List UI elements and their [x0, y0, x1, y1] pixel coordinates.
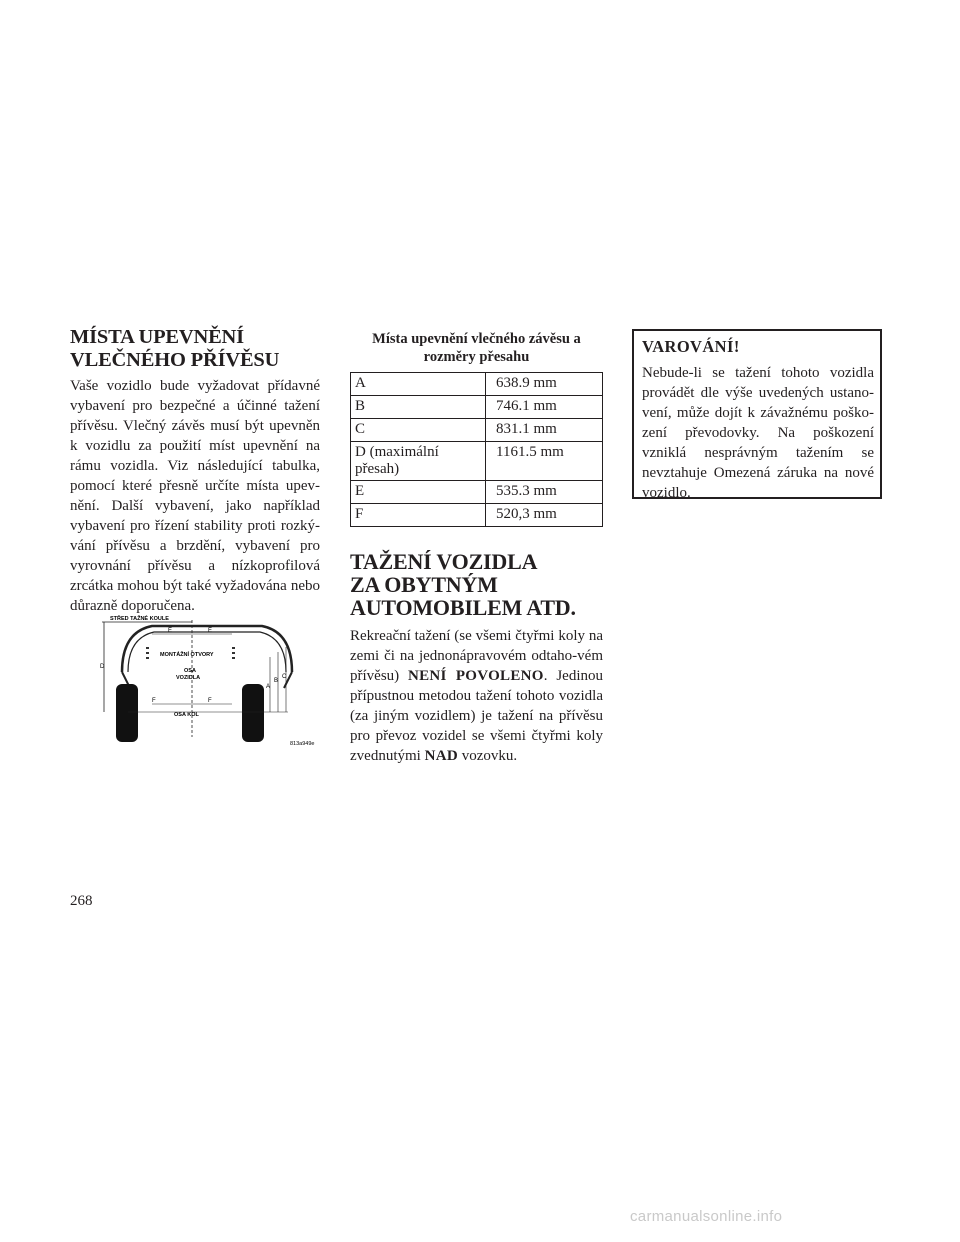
letter-d: D	[100, 664, 105, 670]
table-cell-key: F	[351, 504, 486, 527]
table-cell-key: B	[351, 396, 486, 419]
label-mounting-holes: MONTÁŽNÍ OTVORY	[160, 652, 214, 658]
table-cell-key: C	[351, 419, 486, 442]
watermark: carmanualsonline.info	[630, 1208, 783, 1225]
label-wheel-axis: OSA KOL	[174, 712, 199, 718]
section-heading-trailer-mounting	[70, 326, 330, 372]
table-cell-value: 520,3 mm	[486, 504, 603, 527]
label-vehicle-axis: VOZIDLA	[176, 675, 201, 681]
table-row	[351, 481, 603, 504]
trailer-mounting-paragraph: Vaše vozidlo bude vyžadovat přídavné vybavení pro bezpečné a účinné tažení přívěsu. Vlečný závěs musí být upevněn k vozidlu za použití míst upevnění na rámu vozidla. Viz následující tabulka, pomocí které přesně určíte místa upev-nění. Další vybavení, jako například vybavení pro řízení stability proti rozký-vání přívěsu a brzdění, vybavení pro vyrovnání přívěsu a nízkoprofilová zrcátka mohou být také vyžadována nebo důrazně doporučena.	[70, 378, 320, 614]
table-cell-value: 746.1 mm	[486, 396, 603, 419]
table-cell-value: 831.1 mm	[486, 419, 603, 442]
table-cell-value: 1161.5 mm	[486, 442, 603, 481]
table-row	[351, 442, 603, 481]
label-vehicle-axis: OSA	[184, 668, 196, 674]
warning-box	[632, 329, 882, 499]
text-run: Rekreační tažení (se všemi čtyřmi koly na zemi či na jednonápravovém odtaho-vém přívěsu)	[350, 628, 603, 684]
label-hitch-center: STŘED TAŽNÉ KOULE	[110, 616, 169, 622]
warning-title: VAROVÁNÍ!	[642, 337, 740, 356]
heading-line: TAŽENÍ VOZIDLA	[350, 549, 538, 574]
table-cell-value: 535.3 mm	[486, 481, 603, 504]
section-heading-rv-towing	[350, 550, 610, 619]
table-cell-key: A	[351, 373, 486, 396]
letter-c: C	[282, 674, 287, 680]
emphasis-above: NAD	[424, 748, 458, 764]
letter-f: F	[152, 698, 156, 704]
text-run: vozovku.	[457, 748, 518, 764]
diagram-code: 813a949e	[290, 741, 315, 747]
heading-line: AUTOMOBILEM ATD.	[350, 595, 576, 620]
letter-e: E	[208, 628, 213, 634]
table-row	[351, 504, 603, 527]
right-tire	[242, 684, 264, 742]
letter-e: E	[168, 628, 173, 634]
table-title: Místa upevnění vlečného závěsu a rozměry přesahu	[351, 330, 603, 373]
letter-b: B	[274, 678, 279, 684]
hitch-dimensions-table	[350, 330, 603, 527]
heading-line: MÍSTA UPEVNĚNÍ	[70, 326, 244, 348]
heading-line: ZA OBYTNÝM	[350, 572, 498, 597]
table-cell-value: 638.9 mm	[486, 373, 603, 396]
table-cell-key: D (maximální přesah)	[351, 442, 486, 481]
heading-line: VLEČNÉHO PŘÍVĚSU	[70, 349, 280, 371]
text-run: . Jedinou přípustnou metodou tažení tohoto vozidla (za jiným vozidlem) je tažení na přívěsu pro převoz vozidel se všemi čtyřmi koly zvednutými	[350, 668, 604, 764]
emphasis-not-permitted: NENÍ POVOLENO	[407, 668, 544, 684]
letter-f: F	[208, 698, 212, 704]
table-row	[351, 396, 603, 419]
warning-text: Nebude-li se tažení tohoto vozidla provádět dle výše uvedených ustano-vení, může dojít k závažnému poško-zení převodovky. Na poškození vzniklá nesprávným tažením se nevztahuje Omezená záruka na nové vozidlo.	[642, 365, 874, 501]
hitch-mounting-diagram	[92, 612, 322, 752]
table-row	[351, 373, 603, 396]
letter-a: A	[266, 684, 271, 690]
table-cell-key: E	[351, 481, 486, 504]
table-row	[351, 419, 603, 442]
rv-towing-paragraph	[350, 626, 603, 766]
left-tire	[116, 684, 138, 742]
page-number: 268	[70, 893, 93, 909]
